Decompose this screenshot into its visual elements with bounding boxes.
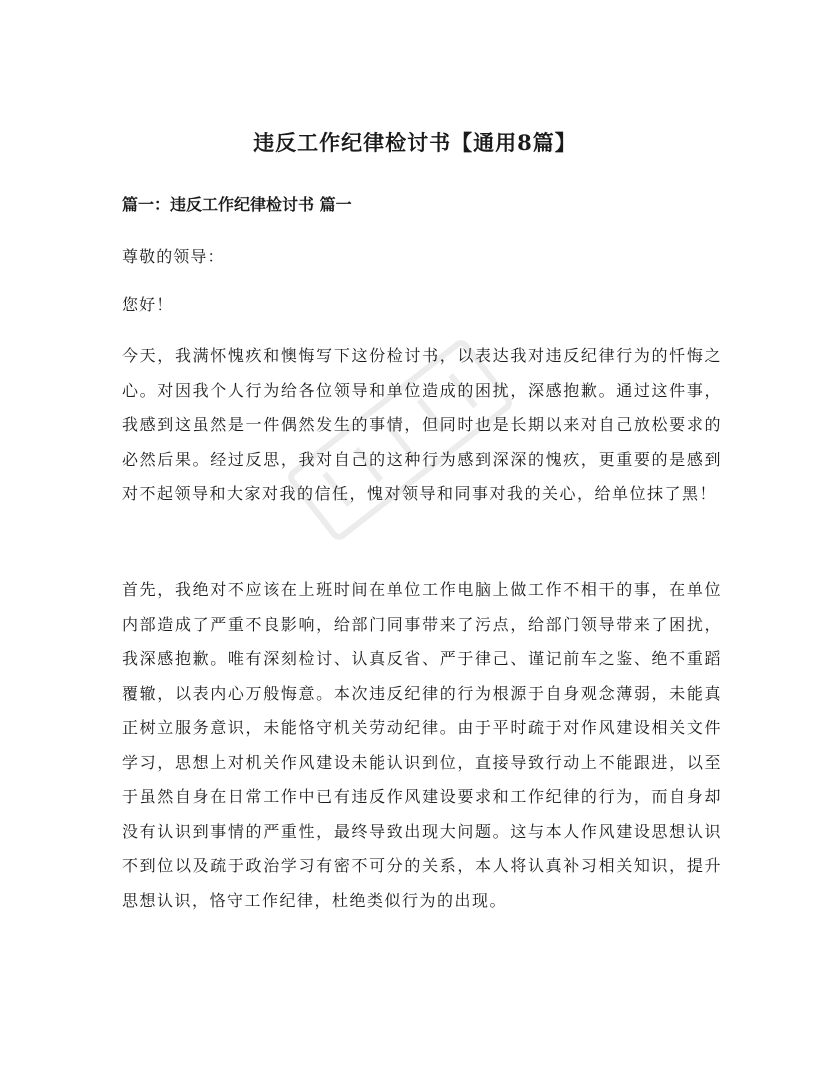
greeting: 您好！ [122,295,174,314]
paragraph-1: 今天，我满怀愧疚和懊悔写下这份检讨书，以表达我对违反纪律行为的忏悔之心。对因我个人行为给各位领导和单位造成的困扰，深感抱歉。通过这件事，我感到这虽然是一件偶然发生的事情，但同时也是长期以来对自己放松要求的必然后果。经过反思，我对自己的这种行为感到深深的愧疚，更重要的是感到对不起领导和大家对我的信任，愧对领导和同事对我的关心，给单位抹了黑！ [122,346,722,503]
section-heading: 篇一：违反工作纪律检讨书 篇一 [122,195,352,214]
paragraph-2: 首先，我绝对不应该在上班时间在单位工作电脑上做工作不相干的事，在单位内部造成了严重不良影响，给部门同事带来了污点，给部门领导带来了困扰，我深感抱歉。唯有深刻检讨、认真反省、严于律己、谨记前车之鉴、绝不重蹈覆辙，以表内心万般悔意。本次违反纪律的行为根源于自身观念薄弱，未能真正树立服务意识，未能恪守机关劳动纪律。由于平时疏于对作风建设相关文件学习，思想上对机关作风建设未能认识到位，直接导致行动上不能跟进，以至于虽然自身在日常工作中已有违反作风建设要求和工作纪律的行为，而自身却没有认识到事情的严重性，最终导致出现大问题。这与本人作风建设思想认识不到位以及疏于政治学习有密不可分的关系，本人将认真补习相关知识，提升思想认识，恪守工作纪律，杜绝类似行为的出现。 [122,580,722,910]
document-title: 违反工作纪律检讨书【通用8篇】 [253,130,577,155]
salutation: 尊敬的领导： [122,247,225,266]
